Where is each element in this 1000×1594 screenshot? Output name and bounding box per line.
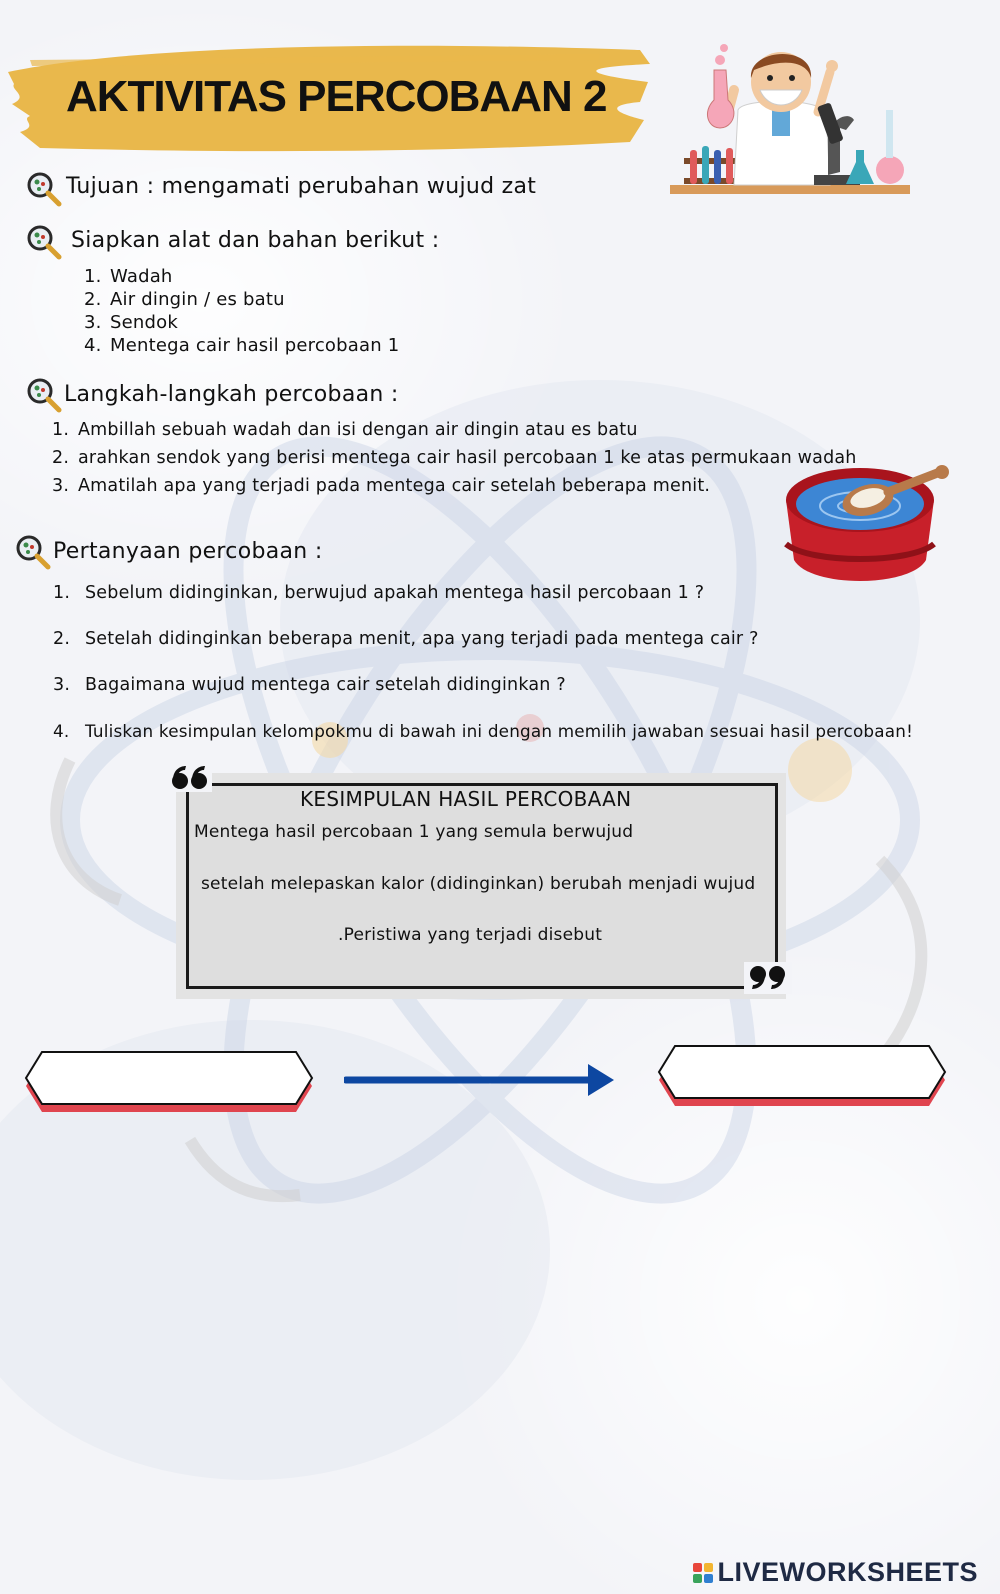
question-item: 3. Bagaimana wujud mentega cair setelah didinginkan ?: [53, 675, 566, 695]
list-item: 1. Wadah: [84, 266, 173, 287]
answer-left-field[interactable]: [48, 1056, 288, 1096]
conclusion-blank-1[interactable]: [640, 815, 760, 841]
list-item: 2. arahkan sendok yang berisi mentega cair hasil percobaan 1 ke atas permukaan wadah: [52, 448, 857, 468]
conclusion-line-1: Mentega hasil percobaan 1 yang semula berwujud: [194, 822, 634, 842]
liveworksheets-logo: [693, 1557, 978, 1588]
question-item: 4. Tuliskan kesimpulan kelompokmu di bawah ini dengan memilih jawaban sesuai hasil percobaan!: [53, 721, 913, 741]
magnifier-icon: [25, 376, 63, 414]
arrow-right-icon: [344, 1062, 616, 1098]
tujuan-text: Tujuan : mengamati perubahan wujud zat: [66, 174, 537, 199]
magnifier-icon: [25, 223, 63, 261]
answer-right-field[interactable]: [682, 1050, 922, 1090]
logo-mark-icon: [693, 1563, 713, 1583]
magnifier-icon: [14, 533, 52, 571]
list-item: 4. Mentega cair hasil percobaan 1: [84, 335, 400, 356]
list-item: 3. Sendok: [84, 312, 178, 333]
pertanyaan-heading: Pertanyaan percobaan :: [53, 539, 323, 564]
question-item: 2. Setelah didinginkan beberapa menit, apa yang terjadi pada mentega cair ?: [53, 629, 759, 649]
bowl-spoon-icon: [780, 460, 952, 590]
list-item: 3. Amatilah apa yang terjadi pada mentega cair setelah beberapa menit.: [52, 476, 711, 496]
langkah-heading: Langkah-langkah percobaan :: [64, 382, 399, 407]
footer-brand-text: LIVEWORKSHEETS: [717, 1557, 978, 1587]
conclusion-title: KESIMPULAN HASIL PERCOBAAN: [300, 787, 632, 811]
list-item: 2. Air dingin / es batu: [84, 289, 285, 310]
quote-open-icon: [168, 762, 212, 792]
question-item: 1. Sebelum didinginkan, berwujud apakah mentega hasil percobaan 1 ?: [53, 583, 705, 603]
conclusion-blank-3[interactable]: [615, 917, 765, 943]
conclusion-line-3: .Peristiwa yang terjadi disebut: [338, 925, 603, 945]
quote-close-icon: [744, 962, 792, 994]
page-title: AKTIVITAS PERCOBAAN 2: [66, 72, 607, 121]
conclusion-line-2: setelah melepaskan kalor (didinginkan) berubah menjadi wujud: [201, 874, 756, 894]
list-item: 1. Ambillah sebuah wadah dan isi dengan air dingin atau es batu: [52, 420, 638, 440]
alat-bahan-heading: Siapkan alat dan bahan berikut :: [71, 228, 440, 253]
conclusion-blank-2[interactable]: [200, 917, 334, 943]
scientist-icon: [668, 20, 914, 200]
magnifier-icon: [25, 170, 63, 208]
